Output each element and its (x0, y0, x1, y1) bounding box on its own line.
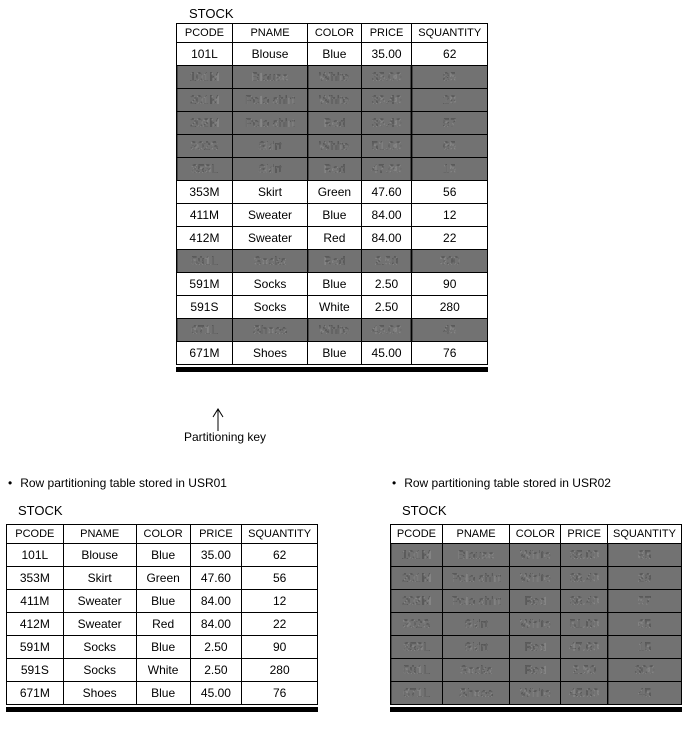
cell-squantity: 15 (608, 636, 682, 659)
cell-pcode: 411M (7, 590, 64, 613)
cell-squantity: 76 (412, 342, 488, 365)
cell-pname: Polo shirt (442, 590, 509, 613)
table-row (391, 567, 682, 590)
cell-price: 35.00 (190, 544, 242, 567)
cell-pname: Shoes (442, 682, 509, 705)
table-row (177, 43, 488, 66)
cell-price: 35.00 (361, 43, 412, 66)
cell-pname: Socks (63, 659, 136, 682)
cell-color: Blue (308, 204, 361, 227)
table-row (391, 544, 682, 567)
cell-pcode: 591S (177, 296, 233, 319)
cell-color: Red (308, 112, 361, 135)
cell-color: White (308, 319, 361, 342)
column-header-pname: PNAME (232, 24, 307, 43)
cell-squantity: 90 (412, 273, 488, 296)
table-row (177, 319, 488, 342)
cell-price: 2.50 (190, 636, 242, 659)
cell-pcode: 412M (177, 227, 233, 250)
table-row (391, 682, 682, 705)
cell-price: 45.00 (361, 342, 412, 365)
cell-color: Green (136, 567, 190, 590)
cell-pcode: 202M (177, 112, 233, 135)
cell-pcode: 411M (177, 204, 233, 227)
cell-pname: Blouse (232, 66, 307, 89)
usr02-table-body (391, 525, 682, 705)
cell-price: 84.00 (190, 590, 242, 613)
table-row (177, 158, 488, 181)
cell-pname: Skirt (232, 181, 307, 204)
cell-pname: Socks (232, 296, 307, 319)
cell-pname: Skirt (232, 158, 307, 181)
cell-pcode: 101L (7, 544, 64, 567)
column-header-squantity: SQUANTITY (242, 525, 318, 544)
cell-color: Red (136, 613, 190, 636)
cell-squantity: 22 (412, 227, 488, 250)
cell-price: 36.40 (561, 590, 608, 613)
column-header-pname: PNAME (63, 525, 136, 544)
main-stock-table (176, 23, 488, 365)
table-row (391, 636, 682, 659)
cell-pname: Blouse (232, 43, 307, 66)
cell-price: 2.50 (561, 659, 608, 682)
column-header-color: COLOR (510, 525, 561, 544)
table-row (7, 544, 318, 567)
cell-price: 2.50 (361, 273, 412, 296)
table-row (177, 250, 488, 273)
cell-pcode: 671L (391, 682, 443, 705)
table-header-row (7, 525, 318, 544)
cell-pcode: 201M (177, 89, 233, 112)
cell-squantity: 65 (412, 135, 488, 158)
cell-pcode: 353M (177, 181, 233, 204)
cell-color: Blue (136, 682, 190, 705)
cell-squantity: 29 (412, 89, 488, 112)
column-header-price: PRICE (561, 525, 608, 544)
cell-color: Blue (308, 273, 361, 296)
cell-pname: Socks (442, 659, 509, 682)
cell-color: Blue (308, 342, 361, 365)
table-row (177, 227, 488, 250)
cell-color: White (136, 659, 190, 682)
cell-pname: Skirt (442, 636, 509, 659)
cell-color: White (308, 296, 361, 319)
column-header-squantity: SQUANTITY (412, 24, 488, 43)
cell-squantity: 45 (608, 682, 682, 705)
cell-pcode: 671L (177, 319, 233, 342)
cell-pname: Sweater (232, 204, 307, 227)
cell-pname: Skirt (232, 135, 307, 158)
cell-pcode: 202M (391, 590, 443, 613)
cell-pname: Sweater (232, 227, 307, 250)
cell-squantity: 57 (608, 590, 682, 613)
main-stock-table-block (176, 6, 488, 372)
cell-pcode: 671M (7, 682, 64, 705)
cell-pname: Skirt (442, 613, 509, 636)
cell-pcode: 591M (7, 636, 64, 659)
cell-pcode: 302S (391, 613, 443, 636)
usr01-table-title: STOCK (18, 503, 63, 518)
cell-color: White (308, 66, 361, 89)
partitioning-key-label: Partitioning key (184, 430, 267, 444)
column-header-pcode: PCODE (177, 24, 233, 43)
column-header-pcode: PCODE (7, 525, 64, 544)
table-row (391, 659, 682, 682)
column-header-pname: PNAME (442, 525, 509, 544)
cell-pcode: 591S (7, 659, 64, 682)
cell-squantity: 62 (412, 43, 488, 66)
cell-squantity: 15 (412, 158, 488, 181)
bullet-usr01 (8, 476, 227, 490)
table-row (7, 682, 318, 705)
column-header-color: COLOR (308, 24, 361, 43)
cell-price: 84.00 (190, 613, 242, 636)
cell-color: Blue (136, 636, 190, 659)
column-header-pcode: PCODE (391, 525, 443, 544)
cell-squantity: 56 (412, 181, 488, 204)
cell-pname: Skirt (63, 567, 136, 590)
cell-price: 47.60 (190, 567, 242, 590)
cell-color: White (308, 135, 361, 158)
table-row (7, 636, 318, 659)
cell-color: Blue (308, 43, 361, 66)
cell-price: 35.00 (361, 66, 412, 89)
table-row (7, 613, 318, 636)
table-row (177, 135, 488, 158)
cell-squantity: 45 (412, 319, 488, 342)
table-row (7, 567, 318, 590)
cell-price: 45.00 (190, 682, 242, 705)
cell-squantity: 56 (242, 567, 318, 590)
bullet-usr02 (392, 476, 611, 490)
cell-squantity: 85 (412, 66, 488, 89)
main-table-bottom-rule (176, 367, 488, 372)
table-row (391, 613, 682, 636)
cell-pcode: 412M (7, 613, 64, 636)
cell-squantity: 300 (608, 659, 682, 682)
cell-pname: Polo shirt (232, 89, 307, 112)
cell-squantity: 280 (242, 659, 318, 682)
cell-squantity: 12 (412, 204, 488, 227)
cell-pname: Socks (63, 636, 136, 659)
cell-squantity: 62 (242, 544, 318, 567)
cell-color: Red (510, 659, 561, 682)
usr02-table-block (390, 524, 682, 712)
cell-squantity: 300 (412, 250, 488, 273)
table-row (177, 89, 488, 112)
main-table-body (177, 24, 488, 365)
cell-color: White (510, 544, 561, 567)
column-header-price: PRICE (190, 525, 242, 544)
cell-squantity: 90 (242, 636, 318, 659)
table-row (177, 204, 488, 227)
cell-color: White (510, 567, 561, 590)
cell-pcode: 671M (177, 342, 233, 365)
cell-pcode: 591L (391, 659, 443, 682)
cell-pname: Shoes (63, 682, 136, 705)
cell-price: 51.00 (561, 613, 608, 636)
cell-squantity: 22 (242, 613, 318, 636)
cell-color: Red (510, 636, 561, 659)
bullet-dot-icon: • (392, 476, 397, 490)
cell-price: 47.60 (561, 636, 608, 659)
cell-pname: Shoes (232, 319, 307, 342)
cell-pcode: 101L (177, 43, 233, 66)
cell-price: 2.50 (361, 250, 412, 273)
cell-color: Green (308, 181, 361, 204)
usr01-table-block (6, 524, 318, 712)
table-row (7, 590, 318, 613)
cell-pcode: 353L (177, 158, 233, 181)
cell-pname: Polo shirt (232, 112, 307, 135)
table-row (391, 590, 682, 613)
usr01-stock-table (6, 524, 318, 705)
usr01-table-body (7, 525, 318, 705)
cell-price: 45.00 (561, 682, 608, 705)
column-header-squantity: SQUANTITY (608, 525, 682, 544)
cell-price: 36.40 (361, 112, 412, 135)
cell-color: Red (308, 227, 361, 250)
cell-squantity: 85 (608, 544, 682, 567)
table-row (177, 296, 488, 319)
cell-color: Red (308, 158, 361, 181)
cell-color: Blue (136, 544, 190, 567)
cell-pcode: 201M (391, 567, 443, 590)
cell-price: 2.50 (190, 659, 242, 682)
cell-color: White (510, 613, 561, 636)
cell-price: 47.60 (361, 158, 412, 181)
bullet-usr02-text: Row partitioning table stored in USR02 (404, 476, 611, 490)
cell-color: Red (308, 250, 361, 273)
cell-pname: Shoes (232, 342, 307, 365)
table-row (177, 66, 488, 89)
cell-squantity: 280 (412, 296, 488, 319)
usr02-table-title: STOCK (402, 503, 447, 518)
bullet-dot-icon: • (8, 476, 13, 490)
cell-price: 35.00 (561, 544, 608, 567)
usr01-table-bottom-rule (6, 707, 318, 712)
bullet-usr01-text: Row partitioning table stored in USR01 (20, 476, 227, 490)
cell-price: 84.00 (361, 227, 412, 250)
table-row (177, 112, 488, 135)
cell-color: White (510, 682, 561, 705)
cell-squantity: 65 (608, 613, 682, 636)
cell-price: 2.50 (361, 296, 412, 319)
cell-pname: Sweater (63, 590, 136, 613)
cell-squantity: 57 (412, 112, 488, 135)
cell-pcode: 591M (177, 273, 233, 296)
cell-pcode: 101M (177, 66, 233, 89)
usr02-table-bottom-rule (390, 707, 682, 712)
cell-squantity: 29 (608, 567, 682, 590)
main-table-title: STOCK (189, 6, 234, 21)
table-row (177, 273, 488, 296)
cell-pcode: 353M (7, 567, 64, 590)
cell-pname: Blouse (63, 544, 136, 567)
cell-pcode: 302S (177, 135, 233, 158)
cell-pname: Sweater (63, 613, 136, 636)
cell-price: 47.60 (361, 181, 412, 204)
table-header-row (177, 24, 488, 43)
cell-pname: Polo shirt (442, 567, 509, 590)
cell-pcode: 101M (391, 544, 443, 567)
table-header-row (391, 525, 682, 544)
cell-price: 51.00 (361, 135, 412, 158)
cell-color: Blue (136, 590, 190, 613)
table-row (177, 342, 488, 365)
cell-color: Red (510, 590, 561, 613)
table-row (7, 659, 318, 682)
table-row (177, 181, 488, 204)
cell-squantity: 12 (242, 590, 318, 613)
cell-price: 36.40 (361, 89, 412, 112)
cell-pname: Socks (232, 250, 307, 273)
cell-color: White (308, 89, 361, 112)
cell-price: 36.40 (561, 567, 608, 590)
cell-price: 84.00 (361, 204, 412, 227)
usr02-stock-table (390, 524, 682, 705)
cell-pcode: 353L (391, 636, 443, 659)
cell-squantity: 76 (242, 682, 318, 705)
cell-pcode: 591L (177, 250, 233, 273)
column-header-price: PRICE (361, 24, 412, 43)
cell-price: 45.00 (361, 319, 412, 342)
up-arrow-icon (208, 408, 228, 432)
cell-pname: Socks (232, 273, 307, 296)
cell-pname: Blouse (442, 544, 509, 567)
column-header-color: COLOR (136, 525, 190, 544)
